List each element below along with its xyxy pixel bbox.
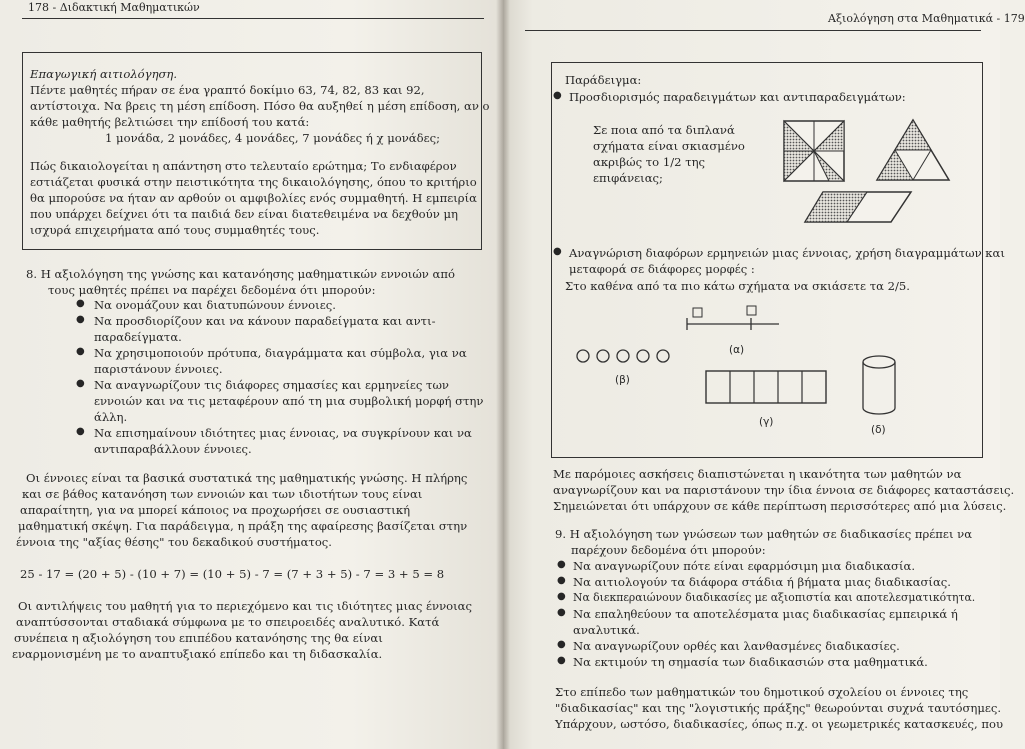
item8-bullet: εννοιών και να τις μεταφέρουν από τη μια συμβολική μορφή στην (94, 394, 484, 408)
item8-bullet: Να ονομάζουν και διατυπώνουν έννοιες. (94, 298, 336, 312)
para-line: Υπάρχουν, ωστόσο, διαδικασίες, όπως π.χ. οι γεωμετρικές κατασκευές, που (555, 717, 1004, 731)
example-label: Παράδειγμα: (565, 73, 642, 87)
bullet-icon: ● (557, 591, 566, 602)
question-line: σχήματα είναι σκιασμένο (593, 139, 745, 153)
example-bullet: Προσδιορισμός παραδειγμάτων και αντιπαραδειγμάτων: (569, 90, 906, 104)
bullet-icon: ● (557, 655, 566, 666)
cylinder-figure (861, 354, 897, 416)
box-title: Επαγωγική αιτιολόγηση. (30, 67, 178, 81)
item9-intro: παρέχουν δεδομένα ότι μπορούν: (571, 543, 766, 557)
left-header-rule (22, 18, 484, 19)
box-line: Πώς δικαιολογείται η απάντηση στο τελευταίο ερώτημα; Το ενδιαφέρον (30, 159, 457, 173)
bullet-icon: ● (557, 575, 566, 586)
bullet-icon: ● (557, 559, 566, 570)
para-line: εναρμονισμένη με το αναπτυξιακό επίπεδο και τη διδασκαλία. (12, 647, 383, 661)
item9-intro: 9. Η αξιολόγηση των γνώσεων των μαθητών σε διαδικασίες πρέπει να (555, 527, 973, 541)
para-line: "διαδικασίας" και της "λογιστικής πράξης" θεωρούνται συχνά ταυτόσημες. (555, 701, 1002, 715)
example-bullet: Αναγνώριση διαφόρων ερμηνειών μιας έννοιας, χρήση διαγραμμάτων και (569, 246, 1005, 260)
bullet-icon: ● (553, 90, 562, 101)
para-line: μαθηματική σκέψη. Για παράδειγμα, η πράξη της αφαίρεσης βασίζεται στην (18, 519, 468, 533)
shaded-square-figure (783, 120, 845, 182)
box-line: κάθε μαθητής βελτιώσει την επίδοσή του κατά: (30, 115, 310, 129)
box-line: εστιάζεται φυσικά στην πειστικότητα της δικαιολόγησης, όπου το κριτήριο (30, 175, 477, 189)
subtraction-equation: 25 - 17 = (20 + 5) - (10 + 7) = (10 + 5) - 7 = (7 + 3 + 5) - 7 = 3 + 5 = 8 (20, 567, 445, 581)
para-line: αναπτύσσονται σταδιακά σύμφωνα με το σπειροειδές αναλυτικό. Κατά (16, 615, 440, 629)
shade-instruction: Στο καθένα από τα πιο κάτω σχήματα να σκιάσετε τα 2/5. (565, 279, 910, 293)
item9-bullet: αναλυτικά. (573, 623, 640, 637)
question-line: ακριβώς το 1/2 της (593, 155, 706, 169)
fig-label-d: (δ) (871, 424, 886, 436)
left-running-head: 178 - Διδακτική Μαθηματικών (28, 1, 200, 14)
five-circles-figure (575, 348, 675, 364)
item8-bullet: Να προσδιορίζουν και να κάνουν παραδείγματα και αντι- (94, 314, 436, 328)
para-line: Σημειώνεται ότι υπάρχουν σε κάθε περίπτωση περισσότερες από μια λύσεις. (553, 499, 1007, 513)
bullet-icon: ● (553, 246, 562, 257)
shaded-triangle-figure (875, 118, 951, 182)
right-running-head: Αξιολόγηση στα Μαθηματικά - 179 (828, 12, 1025, 25)
shaded-parallelogram-figure (803, 190, 913, 224)
item8-bullet: παριστάνουν έννοιες. (94, 362, 223, 376)
para-line: αναγνωρίζουν και να παριστάνουν την ίδια έννοια σε διάφορες καταστάσεις. (553, 483, 1015, 497)
para-line: Στο επίπεδο των μαθηματικών του δημοτικού σχολείου οι έννοιες της (555, 685, 969, 699)
item8-bullet: άλλη. (94, 410, 128, 424)
book-gutter-shadow (496, 0, 510, 749)
example-bullet: μεταφορά σε διάφορες μορφές : (569, 262, 755, 276)
bullet-icon: ● (76, 426, 85, 437)
para-line: συνέπεια η αξιολόγηση του επιπέδου κατανόησης της θα είναι (14, 631, 383, 645)
fig-label-b: (β) (615, 374, 630, 386)
fig-label-c: (γ) (759, 416, 774, 428)
item8-bullet: αντιπαραβάλλουν έννοιες. (94, 442, 252, 456)
bullet-icon: ● (76, 378, 85, 389)
item9-bullet: Να επαληθεύουν τα αποτελέσματα μιας διαδικασίας εμπειρικά ή (573, 607, 958, 621)
para-line: και σε βάθος κατανόηση των εννοιών και των ιδιοτήτων τους είναι (22, 487, 423, 501)
item8-bullet: παραδείγματα. (94, 330, 182, 344)
box-line: Πέντε μαθητές πήραν σε ένα γραπτό δοκίμιο 63, 74, 82, 83 και 92, (30, 83, 425, 97)
bullet-icon: ● (557, 607, 566, 618)
question-line: Σε ποια από τα διπλανά (593, 123, 735, 137)
item8-bullet: Να επισημαίνουν ιδιότητες μιας έννοιας, να συγκρίνουν και να (94, 426, 472, 440)
left-page (0, 0, 503, 749)
bullet-icon: ● (557, 639, 566, 650)
box-line: που υπάρχει δείχνει ότι τα παιδιά δεν είναι διατεθειμένα να δεχθούν μη (30, 207, 458, 221)
box-line: ισχυρά επιχειρήματα από τους συμμαθητές τους. (30, 223, 320, 237)
box-line: 1 μονάδα, 2 μονάδες, 4 μονάδες, 7 μονάδες ή χ μονάδες; (105, 131, 440, 145)
question-line: επιφάνειας; (593, 171, 663, 185)
item9-bullet: Να αναγνωρίζουν ορθές και λανθασμένες διαδικασίες. (573, 639, 900, 653)
bullet-icon: ● (76, 314, 85, 325)
para-line: Οι έννοιες είναι τα βασικά συστατικά της μαθηματικής γνώσης. Η πλήρης (26, 471, 468, 485)
para-line: έννοια της "αξίας θέσης" του δεκαδικού συστήματος. (16, 535, 332, 549)
item8-intro: 8. Η αξιολόγηση της γνώσης και κατανόησης μαθηματικών εννοιών από (26, 267, 455, 281)
para-line: Οι αντιλήψεις του μαθητή για το περιεχόμενο και τις ιδιότητες μιας έννοιας (18, 599, 472, 613)
right-page (503, 0, 1025, 749)
bullet-icon: ● (76, 346, 85, 357)
item8-intro: τους μαθητές πρέπει να παρέχει δεδομένα ότι μπορούν: (48, 283, 376, 297)
item9-bullet: Να αναγνωρίζουν πότε είναι εφαρμόσιμη μια διαδικασία. (573, 559, 916, 573)
item9-bullet: Να αιτιολογούν τα διάφορα στάδια ή βήματα μιας διαδικασίας. (573, 575, 951, 589)
box-line: αντίστοιχα. Να βρεις τη μέση επίδοση. Πόσο θα αυξηθεί η μέση επίδοση, αν ο (30, 99, 490, 113)
item9-bullet: Να διεκπεραιώνουν διαδικασίες με αξιοπιστία και αποτελεσματικότητα. (573, 591, 976, 604)
fig-label-a: (α) (729, 344, 745, 356)
five-part-rectangle-figure (705, 370, 827, 404)
item9-bullet: Να εκτιμούν τη σημασία των διαδικασιών στα μαθηματικά. (573, 655, 928, 669)
box-line: θα μπορούσε να ήταν αν αρθούν οι αμφιβολίες ενός συμμαθητή. Η εμπειρία (30, 191, 477, 205)
para-line: Με παρόμοιες ασκήσεις διαπιστώνεται η ικανότητα των μαθητών να (553, 467, 962, 481)
item8-bullet: Να χρησιμοποιούν πρότυπα, διαγράμματα και σύμβολα, για να (94, 346, 467, 360)
para-line: απαραίτητη, για να μπορεί κάποιος να προχωρήσει σε ουσιαστική (20, 503, 411, 517)
number-line-figure (683, 304, 783, 330)
bullet-icon: ● (76, 298, 85, 309)
right-header-rule (525, 30, 981, 31)
item8-bullet: Να αναγνωρίζουν τις διάφορες σημασίες και ερμηνείες των (94, 378, 449, 392)
